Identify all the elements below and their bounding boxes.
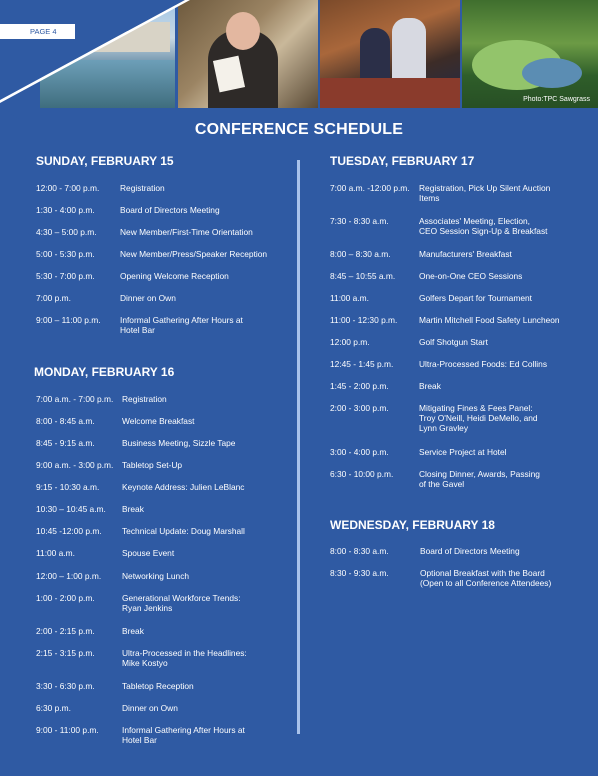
event-name	[122, 571, 189, 581]
event-name	[120, 293, 176, 303]
event-name	[419, 381, 441, 391]
event-name-line: Golfers Depart for Tournament	[419, 293, 532, 303]
event-name	[419, 447, 507, 457]
event-name	[120, 227, 253, 237]
event-name	[419, 403, 538, 433]
event-name-line: Registration	[122, 394, 167, 404]
event-name	[122, 482, 244, 492]
photo-credit: Photo:TPC Sawgrass	[523, 96, 590, 103]
event-name-line: Ultra-Processed Foods: Ed Collins	[419, 359, 548, 369]
event-time: 2:00 - 3:00 p.m.	[330, 403, 389, 413]
wednesday-heading-block	[330, 518, 495, 532]
event-name-line: Dinner on Own	[122, 703, 178, 713]
event-time: 11:00 a.m.	[36, 548, 75, 558]
event-name	[122, 416, 194, 426]
event-name	[122, 681, 194, 691]
event-time: 1:00 - 2:00 p.m.	[36, 593, 95, 603]
event-name	[419, 249, 512, 259]
event-name	[419, 337, 488, 347]
event-time: 11:00 a.m.	[330, 293, 369, 303]
golf-course-photo	[462, 0, 598, 108]
event-name-line: Break	[122, 504, 144, 514]
tuesday-heading-block	[330, 154, 474, 168]
monday-heading-block	[34, 365, 174, 379]
event-name-line: CEO Session Sign-Up & Breakfast	[419, 226, 548, 236]
event-name-line: One-on-One CEO Sessions	[419, 271, 523, 281]
event-time: 12:00 – 1:00 p.m.	[36, 571, 102, 581]
event-name	[122, 394, 167, 404]
event-time: 6:30 p.m.	[36, 703, 71, 713]
day-heading-sunday: SUNDAY, FEBRUARY 15	[36, 154, 174, 168]
event-time: 4:30 – 5:00 p.m.	[36, 227, 97, 237]
event-time: 8:00 - 8:30 a.m.	[330, 546, 389, 556]
event-name	[420, 546, 520, 556]
event-name-line: Lynn Gravley	[419, 423, 469, 433]
page-title: CONFERENCE SCHEDULE	[194, 121, 404, 138]
event-name	[419, 315, 560, 325]
event-name-line: Networking Lunch	[122, 571, 190, 581]
event-name-line: Business Meeting, Sizzle Tape	[122, 438, 236, 448]
event-time: 2:15 - 3:15 p.m.	[36, 648, 95, 658]
event-name-line: Tabletop Set-Up	[122, 460, 183, 470]
event-name-line: Manufacturers' Breakfast	[419, 249, 512, 259]
event-time: 10:45 -12:00 p.m.	[36, 526, 102, 536]
event-name-line: Generational Workforce Trends:	[122, 593, 241, 603]
event-time: 3:00 - 4:00 p.m.	[330, 447, 389, 457]
event-name-line: Board of Directors Meeting	[120, 205, 220, 215]
event-name-line: Associates' Meeting, Election,	[419, 216, 530, 226]
event-name	[122, 526, 245, 536]
event-name-line: Dinner on Own	[120, 293, 176, 303]
event-time: 7:00 p.m.	[36, 293, 71, 303]
event-time: 9:00 a.m. - 3:00 p.m.	[36, 460, 114, 470]
header-photo-strip	[0, 0, 598, 108]
event-name	[120, 183, 165, 193]
event-time: 12:00 p.m.	[330, 337, 370, 347]
event-time: 9:00 – 11:00 p.m.	[36, 315, 101, 325]
sunday-heading-block	[36, 154, 174, 168]
event-name-line: New Member/Press/Speaker Reception	[120, 249, 268, 259]
day-heading-monday: MONDAY, FEBRUARY 16	[34, 365, 175, 379]
event-time: 2:00 - 2:15 p.m.	[36, 626, 95, 636]
event-name-line: Keynote Address: Julien LeBlanc	[122, 482, 245, 492]
event-name-line: Martin Mitchell Food Safety Luncheon	[419, 315, 560, 325]
event-name-line: of the Gavel	[419, 479, 465, 489]
event-name	[120, 315, 243, 335]
day-heading-wednesday: WEDNESDAY, FEBRUARY 18	[330, 518, 495, 532]
event-name-line: Break	[419, 381, 441, 391]
event-time: 5:00 - 5:30 p.m.	[36, 249, 95, 259]
column-divider	[297, 160, 300, 734]
event-name-line: Registration, Pick Up Silent Auction	[419, 183, 551, 193]
event-time: 8:45 – 10:55 a.m.	[330, 271, 396, 281]
event-name-line: Ryan Jenkins	[122, 603, 173, 613]
event-time: 12:45 - 1:45 p.m.	[330, 359, 394, 369]
event-name-line: Opening Welcome Reception	[120, 271, 229, 281]
event-name-line: Mitigating Fines & Fees Panel:	[419, 403, 533, 413]
event-time: 8:30 - 9:30 a.m.	[330, 568, 389, 578]
page-number-tab: PAGE 4	[0, 24, 75, 39]
event-name-line: New Member/First-Time Orientation	[120, 227, 253, 237]
event-time: 10:30 – 10:45 a.m.	[36, 504, 106, 514]
event-name	[122, 703, 178, 713]
event-name-line: Spouse Event	[122, 548, 175, 558]
event-time: 3:30 - 6:30 p.m.	[36, 681, 95, 691]
event-name-line: Closing Dinner, Awards, Passing	[419, 469, 540, 479]
event-name	[122, 438, 235, 448]
event-time: 9:15 - 10:30 a.m.	[36, 482, 100, 492]
event-name-line: Optional Breakfast with the Board	[420, 568, 545, 578]
corner-decoration	[0, 0, 230, 120]
event-time: 1:45 - 2:00 p.m.	[330, 381, 389, 391]
event-name	[120, 249, 267, 259]
event-time: 12:00 - 7:00 p.m.	[36, 183, 100, 193]
event-time: 6:30 - 10:00 p.m.	[330, 469, 394, 479]
event-time: 8:45 - 9:15 a.m.	[36, 438, 95, 448]
event-name-line: Informal Gathering After Hours at	[122, 725, 245, 735]
event-name	[419, 469, 540, 489]
event-name-line: Golf Shotgun Start	[419, 337, 488, 347]
event-name	[420, 568, 551, 588]
event-name-line: Technical Update: Doug Marshall	[122, 526, 245, 536]
event-name-line: Service Project at Hotel	[419, 447, 507, 457]
event-time: 1:30 - 4:00 p.m.	[36, 205, 95, 215]
event-name-line: Welcome Breakfast	[122, 416, 195, 426]
event-name-line: Hotel Bar	[122, 735, 157, 745]
event-name-line: Troy O'Neill, Heidi DeMello, and	[419, 413, 538, 423]
event-name	[122, 460, 182, 470]
event-time: 9:00 - 11:00 p.m.	[36, 725, 99, 735]
event-name	[122, 648, 247, 668]
event-name-line: Registration	[120, 183, 165, 193]
event-name	[419, 359, 547, 369]
event-time: 7:30 - 8:30 a.m.	[330, 216, 389, 226]
event-name-line: (Open to all Conference Attendees)	[420, 578, 552, 588]
event-name-line: Tabletop Reception	[122, 681, 194, 691]
event-time: 5:30 - 7:00 p.m.	[36, 271, 95, 281]
event-time: 11:00 - 12:30 p.m.	[330, 315, 398, 325]
event-name-line: Items	[419, 193, 440, 203]
event-name	[419, 216, 547, 236]
event-time: 7:00 a.m. -12:00 p.m.	[330, 183, 410, 193]
event-name	[122, 593, 241, 613]
event-name	[419, 183, 550, 203]
event-name-line: Hotel Bar	[120, 325, 155, 335]
event-name	[120, 271, 229, 281]
event-name	[122, 548, 174, 558]
attendees-booth-photo	[320, 0, 460, 108]
event-name	[122, 504, 144, 514]
day-heading-tuesday: TUESDAY, FEBRUARY 17	[330, 154, 475, 168]
event-name-line: Ultra-Processed in the Headlines:	[122, 648, 247, 658]
event-name	[120, 205, 220, 215]
event-name	[122, 725, 245, 745]
event-name	[419, 271, 522, 281]
event-name	[122, 626, 144, 636]
event-time: 8:00 - 8:45 a.m.	[36, 416, 95, 426]
event-name-line: Break	[122, 626, 144, 636]
event-time: 7:00 a.m. - 7:00 p.m.	[36, 394, 114, 404]
event-name-line: Informal Gathering After Hours at	[120, 315, 243, 325]
event-name	[419, 293, 532, 303]
event-name-line: Board of Directors Meeting	[420, 546, 520, 556]
event-name-line: Mike Kostyo	[122, 658, 168, 668]
event-time: 8:00 – 8:30 a.m.	[330, 249, 391, 259]
